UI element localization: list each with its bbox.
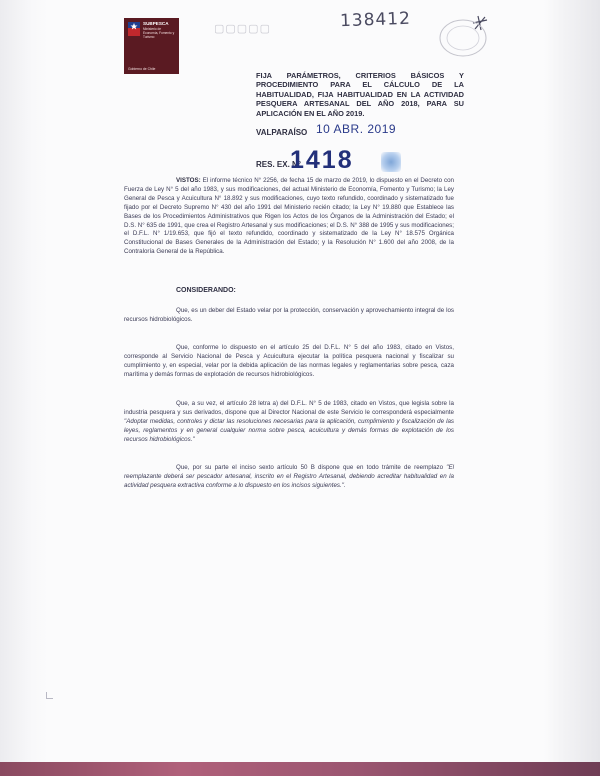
place-label: VALPARAÍSO [256, 128, 308, 137]
logo-brand: SUBPESCA [143, 21, 169, 26]
vistos-paragraph [124, 177, 454, 257]
logo-government: Gobierno de Chile [128, 67, 156, 71]
scan-margin-mark [46, 692, 53, 699]
considerando-2 [124, 344, 454, 380]
considerando-1-text: Que, es un deber del Estado velar por la protección, conservación y aprovechamiento integral de los recursos hidrobiológicos. [124, 307, 454, 323]
faint-stamp: ▢▢▢▢▢ [214, 23, 271, 35]
resolution-number: 1418 [290, 146, 354, 174]
considerando-1 [124, 307, 454, 325]
resolution-label: RES. EX. N° [256, 160, 301, 169]
considerando-3 [124, 400, 454, 445]
stamp-blot [381, 152, 401, 172]
logo-ministry: Ministerio de Economía, Fomento y Turismo [143, 27, 175, 39]
scan-right-edge [544, 0, 600, 776]
considerando-2-text: Que, conforme lo dispuesto en el artículo 25 del D.F.L. N° 5 del año 1983, citado en Vistos, corresponde al Servicio Nacional de Pesca y Acuicultura ejecutar la política pesquera nacional y fiscalizar su cumplimiento y, en especial, velar por la debida aplicación de las normas legales y reglamentarias sobre pesca, caza marítima y demás formas de explotación de recursos hidrobiológicos. [124, 344, 454, 378]
scan-bottom-bar [0, 762, 600, 776]
faint-circular-stamp-icon [438, 18, 488, 58]
coat-of-arms-icon [128, 22, 140, 36]
resolution-title: FIJA PARÁMETROS, CRITERIOS BÁSICOS Y PROCEDIMIENTO PARA EL CÁLCULO DE LA HABITUALIDAD, FIJA HABITUALIDAD EN LA ACTIVIDAD PESQUERA ARTESANAL DEL AÑO 2018, PARA SU APLICACIÓN EN EL AÑO 2019. [256, 71, 464, 118]
subpesca-logo [124, 18, 179, 74]
considerando-4 [124, 464, 454, 491]
handwritten-number: 138412 [339, 8, 412, 32]
scan-left-edge [0, 0, 48, 776]
considerando-4-quote: "El reemplazante deberá ser pescador artesanal, inscrito en el Registro Artesanal, debiendo acreditar habitualidad en la actividad pesquera extractiva conforme a lo dispuesto en los incisos siguientes.". [124, 464, 454, 489]
vistos-text: El informe técnico N° 2256, de fecha 15 de marzo de 2019, lo dispuesto en el Decreto con Fuerza de Ley N° 5 del año 1983, y sus modificaciones, del actual Ministerio de Economía, Fomento y Turismo; la Ley General de Pesca y Acuicultura N° 18.892 y sus modificaciones, cuyo texto refundido, coordinado y sistematizado fue fijado por el Decreto Supremo N° 430 del año 1991 del Ministerio recién citado; la Ley N° 19.880 que Establece las Bases de los Procedimientos Administrativos que Rigen los Actos de los Órganos de la Administración del Estado; el D.S. N° 635 de 1991, que crea el Registro Artesanal y sus modificaciones; el D.S. N° 388 de 1995 y sus modificaciones; el D.F.L. N° 1/19.653, que fijó el texto refundido, coordinado y sistematizado de la Ley N° 18.575 Orgánica Constitucional de Bases Generales de la Administración del Estado; y la Resolución N° 1.600 del año 2008, de la Contraloría General de la República. [124, 177, 454, 256]
considerando-3-quote: "Adoptar medidas, controles y dictar las resoluciones necesarias para la aplicación, cumplimiento y fiscalización de las leyes, reglamentos y en general cualquier norma sobre pesca, acuicultura y demás formas de explotación de los recursos hidrobiológicos." [124, 417, 454, 443]
vistos-label: VISTOS: [176, 177, 201, 184]
considerando-4-text: Que, por su parte el inciso sexto artículo 50 B dispone que en todo trámite de reemplazo [176, 464, 447, 471]
date-stamp: 10 ABR. 2019 [316, 122, 397, 136]
considerando-heading: CONSIDERANDO: [176, 287, 236, 294]
considerando-3-text: Que, a su vez, el artículo 28 letra a) del D.F.L. N° 5 de 1983, citado en Vistos, que legisla sobre la industria pesquera y sus derivados, dispone que al Director Nacional de este Servicio le corresponderá especialmente [124, 400, 454, 416]
